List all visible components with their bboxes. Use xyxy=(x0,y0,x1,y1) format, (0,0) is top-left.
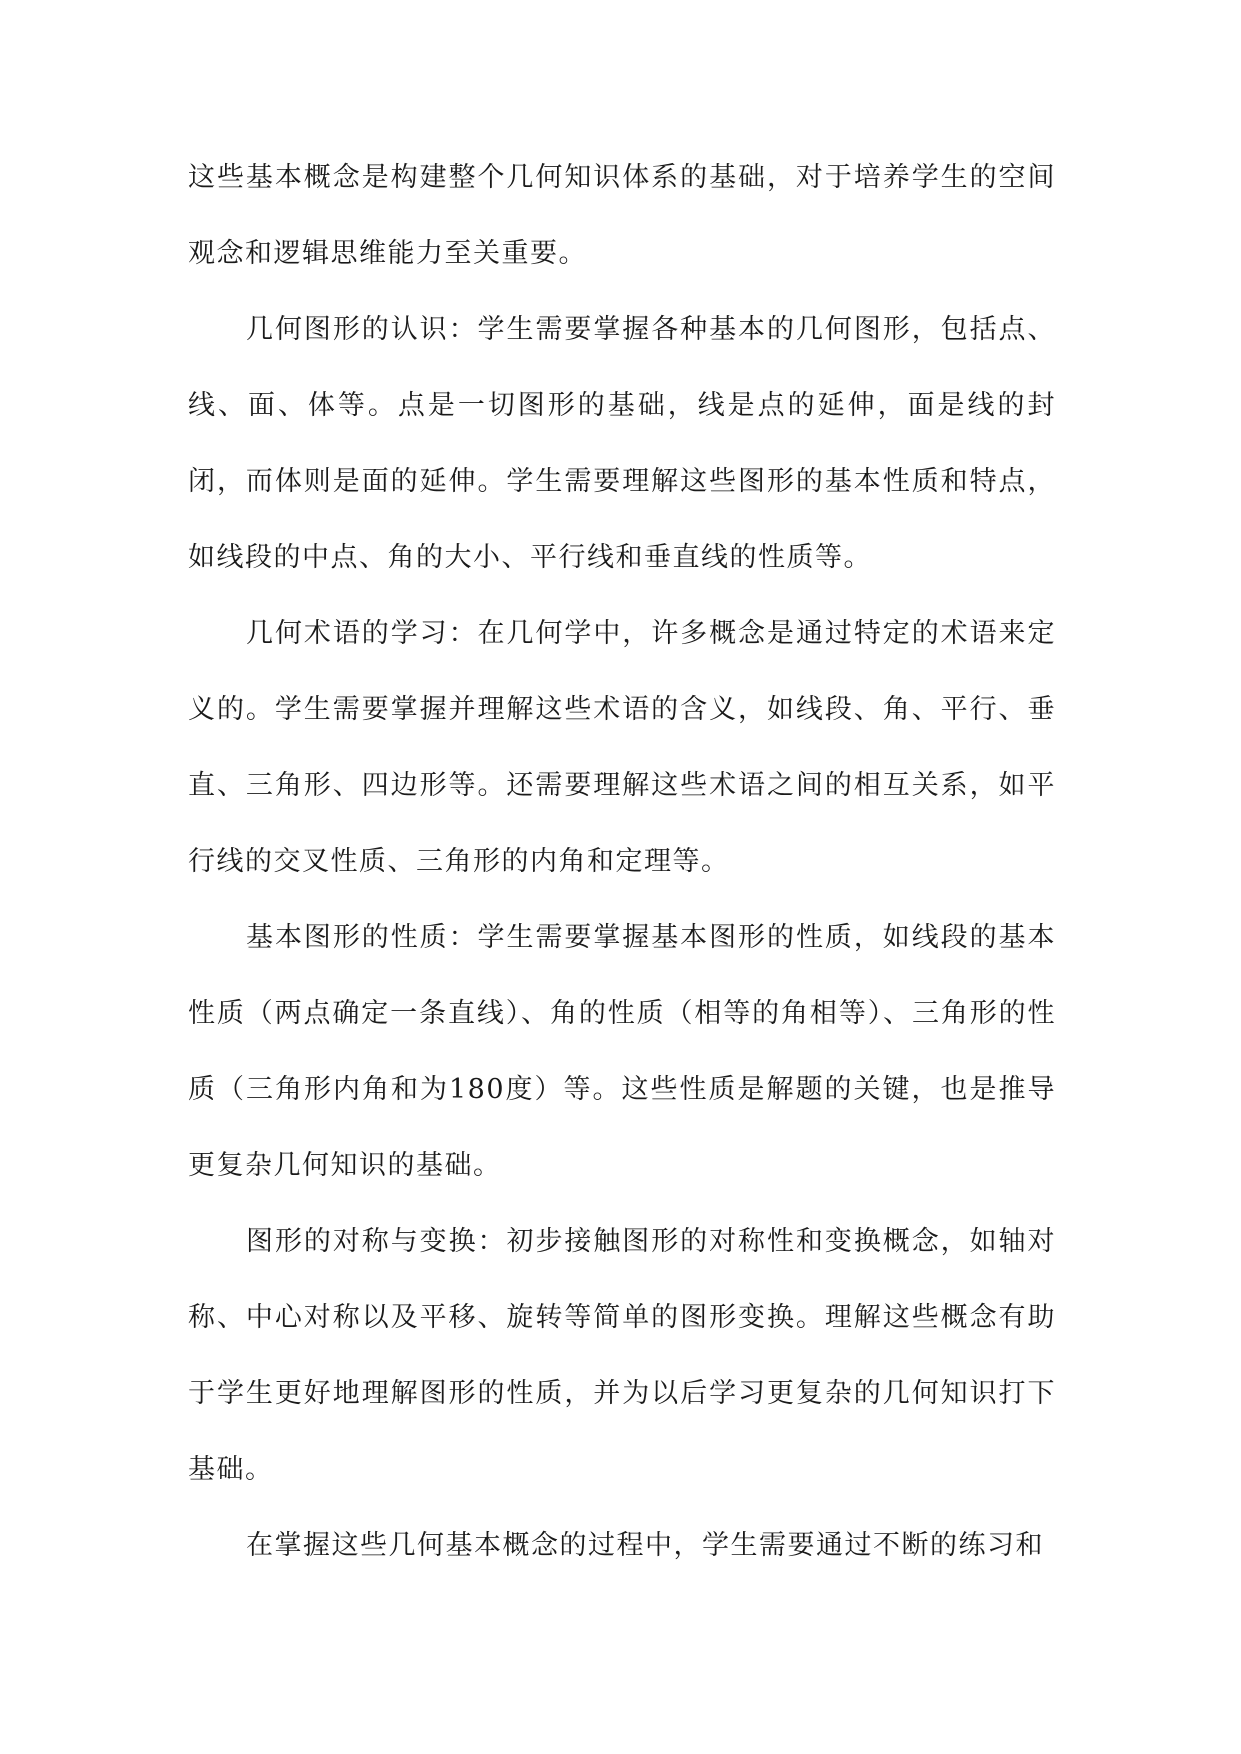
paragraph-terminology: 几何术语的学习：在几何学中，许多概念是通过特定的术语来定义的。学生需要掌握并理解这些术语的含义，如线段、角、平行、垂直、三角形、四边形等。还需要理解这些术语之间的相互关系，如平行线的交叉性质、三角形的内角和定理等。 xyxy=(188,618,1056,877)
paragraph-shapes-recognition: 几何图形的认识：学生需要掌握各种基本的几何图形，包括点、线、面、体等。点是一切图形的基础，线是点的延伸，面是线的封闭，而体则是面的延伸。学生需要理解这些图形的基本性质和特点，如线段的中点、角的大小、平行线和垂直线的性质等。 xyxy=(188,314,1056,573)
paragraph-symmetry-transform: 图形的对称与变换：初步接触图形的对称性和变换概念，如轴对称、中心对称以及平移、旋转等简单的图形变换。理解这些概念有助于学生更好地理解图形的性质，并为以后学习更复杂的几何知识打下基础。 xyxy=(188,1226,1056,1485)
paragraph-basic-properties: 基本图形的性质：学生需要掌握基本图形的性质，如线段的基本性质（两点确定一条直线）、角的性质（相等的角相等）、三角形的性质（三角形内角和为180度）等。这些性质是解题的关键，也是推导更复杂几何知识的基础。 xyxy=(188,922,1056,1181)
paragraph-intro-continuation: 这些基本概念是构建整个几何知识体系的基础，对于培养学生的空间观念和逻辑思维能力至关重要。 xyxy=(188,162,1056,269)
paragraph-mastery-process: 在掌握这些几何基本概念的过程中，学生需要通过不断的练习和 xyxy=(246,1530,1044,1561)
document-body xyxy=(188,140,1056,1584)
